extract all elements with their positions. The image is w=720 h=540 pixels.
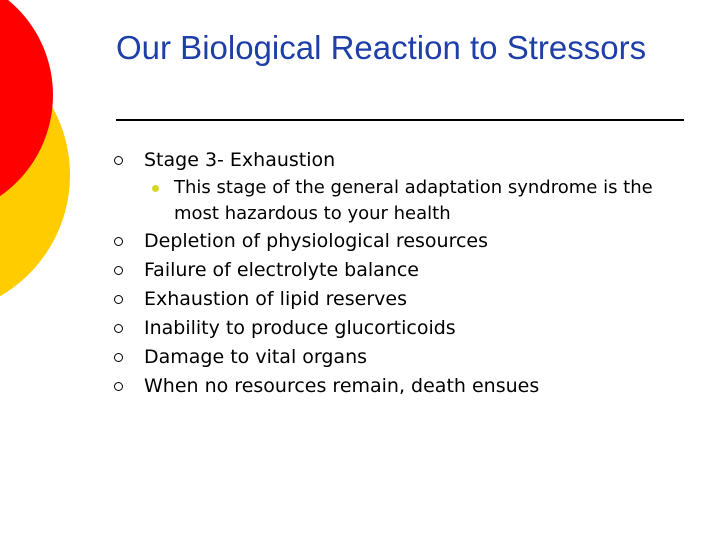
hollow-circle-bullet-icon xyxy=(114,237,123,246)
slide-title: Our Biological Reaction to Stressors xyxy=(116,29,647,66)
decorative-circles xyxy=(0,0,110,300)
hollow-circle-bullet-icon xyxy=(114,382,123,391)
bullet-item xyxy=(112,372,692,401)
title-divider xyxy=(116,119,684,121)
bullet-text: Damage to vital organs xyxy=(144,346,368,368)
bullet-text: Inability to produce glucorticoids xyxy=(144,317,456,339)
hollow-circle-bullet-icon xyxy=(114,295,123,304)
bullet-text: Depletion of physiological resources xyxy=(144,230,489,252)
hollow-circle-bullet-icon xyxy=(114,266,123,275)
hollow-circle-bullet-icon xyxy=(114,156,123,165)
sub-bullet-text: This stage of the general adaptation syndrome is the most hazardous to your health xyxy=(174,177,653,224)
bullet-text: Stage 3- Exhaustion xyxy=(144,149,336,171)
bullet-text: Failure of electrolyte balance xyxy=(144,259,419,281)
bullet-item xyxy=(112,227,692,256)
bullet-item xyxy=(112,256,692,285)
sub-bullet-item xyxy=(144,175,692,227)
filled-dot-bullet-icon xyxy=(152,185,159,192)
bullet-item xyxy=(112,146,692,227)
bullet-list xyxy=(112,146,692,401)
bullet-item xyxy=(112,343,692,372)
hollow-circle-bullet-icon xyxy=(114,324,123,333)
bullet-text: When no resources remain, death ensues xyxy=(144,375,540,397)
hollow-circle-bullet-icon xyxy=(114,353,123,362)
bullet-item xyxy=(112,314,692,343)
bullet-item xyxy=(112,285,692,314)
sub-bullet-list xyxy=(144,175,692,227)
bullet-text: Exhaustion of lipid reserves xyxy=(144,288,407,310)
